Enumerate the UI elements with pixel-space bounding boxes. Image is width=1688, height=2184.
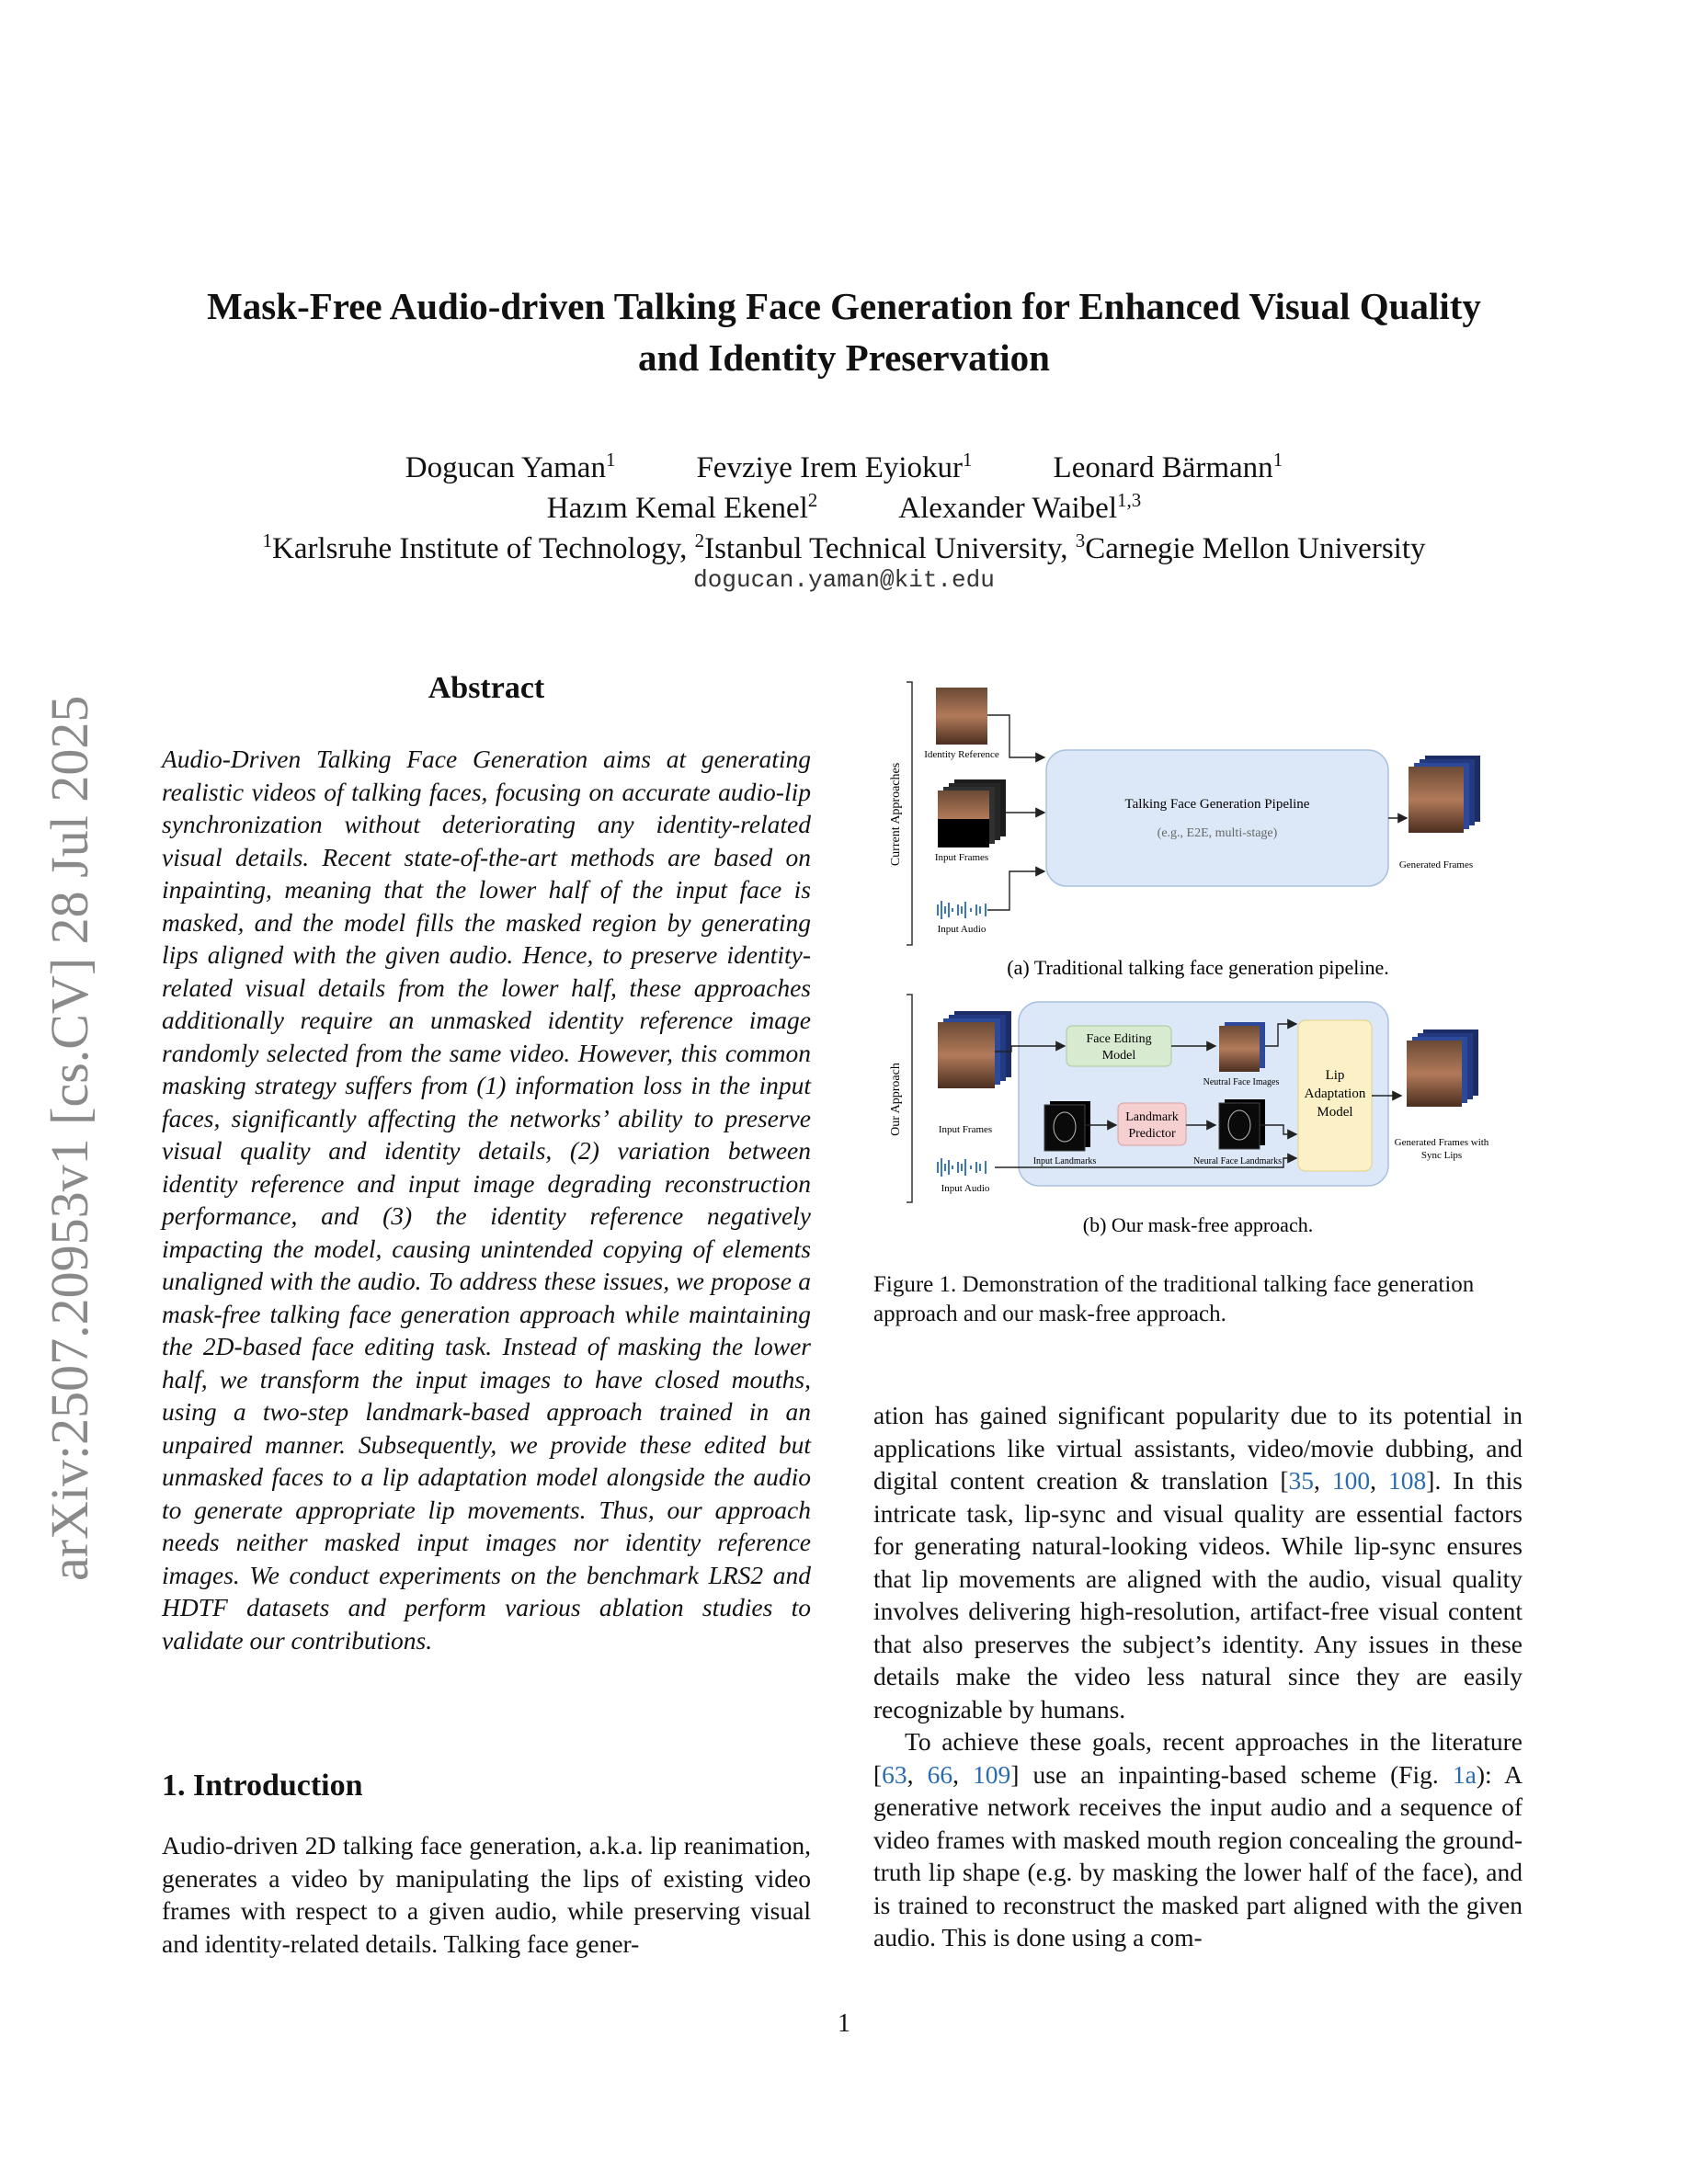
generated-label-2: Sync Lips [1420, 1150, 1463, 1161]
identity-reference-image [936, 688, 987, 745]
figure-panel-a [889, 682, 1480, 945]
arxiv-stamp: arXiv:2507.20953v1 [cs.CV] 28 Jul 2025 [40, 695, 99, 1581]
intro-heading: 1. Introduction [162, 1769, 363, 1803]
landmark-label-1: Landmark [1125, 1110, 1179, 1124]
panel-b-side-label: Our Approach [889, 1063, 903, 1136]
citation-link[interactable]: 35 [1288, 1466, 1314, 1495]
paragraph: ation has gained significant popularity due to its potential in applications like virtual assistants, video/movie dubbing, and digital content creation & translation [35, 100, 108]. In this intricate task, lip-sync and visual quality are essential factors for generating natural-looking videos. While lip-sync ensures that lip movements are aligned with the audio, visual quality involves delivering high-resolution, artifact-free visual content that also preserves the subject’s identity. Any issues in these details make the video less natural since they are easily recognizable by humans. [873, 1401, 1523, 1723]
right-column-text [873, 1399, 1523, 1954]
audio-waveform-icon [938, 1158, 986, 1177]
paragraph: To achieve these goals, recent approaches in the literature [63, 66, 109] use an inpainting-based scheme (Fig. 1a): A generative network receives the input audio and a sequence of video frames with masked mouth region concealing the ground-truth lip shape (e.g. by masking the lower half of the face), and is trained to reconstruct the masked part aligned with the given audio. This is done using a com- [873, 1727, 1523, 1951]
neutral-face-image [1219, 1026, 1260, 1072]
panel-b-caption: (b) Our mask-free approach. [1082, 1213, 1314, 1236]
paper-title [110, 280, 1578, 383]
author: Hazım Kemal Ekenel$^2$ [546, 489, 818, 525]
pipeline-title: Talking Face Generation Pipeline [1124, 797, 1310, 812]
author-email[interactable]: dogucan.yaman@kit.edu [693, 566, 995, 594]
panel-a-caption: (a) Traditional talking face generation pipeline. [1007, 956, 1389, 979]
figure-1 [873, 675, 1523, 1245]
pipeline-box [1046, 750, 1388, 886]
abstract-text: Audio-Driven Talking Face Generation aims at generating realistic videos of talking faces, focusing on accurate audio-lip synchronization without deteriorating any identity-related visual details. Recent state-of-the-art methods are based on inpainting, meaning that the lower half of the input face is masked, and the model fills the masked region by generating lips aligned with the given audio. Hence, to preserve identity-related visual details from the lower half, these approaches additionally require an unmasked identity reference image randomly selected from the same video. However, this common masking strategy suffers from (1) information loss in the input faces, significantly affecting the networks’ ability to preserve visual quality and identity details, (2) variation between identity reference and input image degrading reconstruction performance, and (3) the identity reference negatively impacting the model, causing unintended copying of elements unaligned with the audio. To address these issues, we propose a mask-free talking face generation approach while maintaining the 2D-based face editing task. Instead of masking the lower half, we transform the input images to have closed mouths, using a two-step landmark-based approach trained in an unpaired manner. Subsequently, we provide these edited but unmasked faces to a lip adaptation model alongside the audio to generate appropriate lip movements. Thus, our approach needs neither masked input images nor identity reference images. We conduct experiments on the benchmark LRS2 and HDTF datasets and perform various ablation studies to validate our contributions. [162, 745, 811, 1655]
generated-frames-image [1409, 767, 1464, 833]
neural-face-landmarks-label: Neural Face Landmarks [1192, 1156, 1283, 1166]
lip-label-2: Adaptation [1304, 1086, 1366, 1101]
citation-link[interactable]: 100 [1331, 1466, 1371, 1495]
citation-link[interactable]: 108 [1388, 1466, 1427, 1495]
citation-link[interactable]: 66 [927, 1759, 953, 1789]
neutral-face-images-label: Neutral Face Images [1203, 1077, 1280, 1087]
figure-ref-link[interactable]: 1a [1452, 1759, 1477, 1789]
intro-text: Audio-driven 2D talking face generation, a.k.a. lip reanimation, generates a video by manipulating the lips of existing video frames with respect to a given audio, while preserving visual and identity-related details. Talking face gener- [162, 1831, 811, 1958]
page-number: 1 [838, 2009, 850, 2038]
title-line-2: and Identity Preservation [638, 336, 1050, 379]
generated-frames-image [1407, 1041, 1462, 1107]
face-editing-label-1: Face Editing [1086, 1032, 1152, 1046]
citation-link[interactable]: 63 [882, 1759, 907, 1789]
generated-label-1: Generated Frames with [1394, 1137, 1489, 1148]
input-landmarks-label: Input Landmarks [1032, 1156, 1097, 1166]
input-audio-label: Input Audio [937, 924, 987, 935]
audio-waveform-icon [938, 901, 986, 919]
author: Alexander Waibel$^{1,3}$ [898, 489, 1142, 525]
abstract-heading: Abstract [428, 671, 545, 705]
citation-link[interactable]: 109 [973, 1759, 1011, 1789]
input-frames-label: Input Frames [938, 1124, 993, 1135]
landmark-label-2: Predictor [1128, 1127, 1176, 1141]
panel-a-side-label: Current Approaches [889, 762, 903, 867]
author: Leonard Bärmann$^1$ [1053, 449, 1283, 484]
identity-reference-label: Identity Reference [924, 749, 999, 760]
title-line-1: Mask-Free Audio-driven Talking Face Generation for Enhanced Visual Quality [207, 285, 1481, 327]
figure-panel-b [889, 995, 1489, 1202]
input-audio-label: Input Audio [941, 1183, 990, 1194]
lip-label-1: Lip [1325, 1068, 1345, 1083]
input-frames-image [938, 1022, 995, 1088]
face-editing-label-2: Model [1101, 1049, 1136, 1063]
affiliations: $^1$Karlsruhe Institute of Technology, $^2$Istanbul Technical University, $^3$Carnegie Mellon University [262, 529, 1426, 565]
figure-caption: Figure 1. Demonstration of the traditional talking face generation approach and our mask-free approach. [873, 1272, 1475, 1326]
author: Dogucan Yaman$^1$ [405, 449, 616, 484]
author: Fevziye Irem Eyiokur$^1$ [696, 449, 973, 484]
generated-frames-label: Generated Frames [1398, 859, 1474, 870]
pipeline-subtitle: (e.g., E2E, multi-stage) [1157, 826, 1278, 840]
lip-label-3: Model [1317, 1105, 1353, 1120]
input-frames-label: Input Frames [934, 852, 989, 863]
